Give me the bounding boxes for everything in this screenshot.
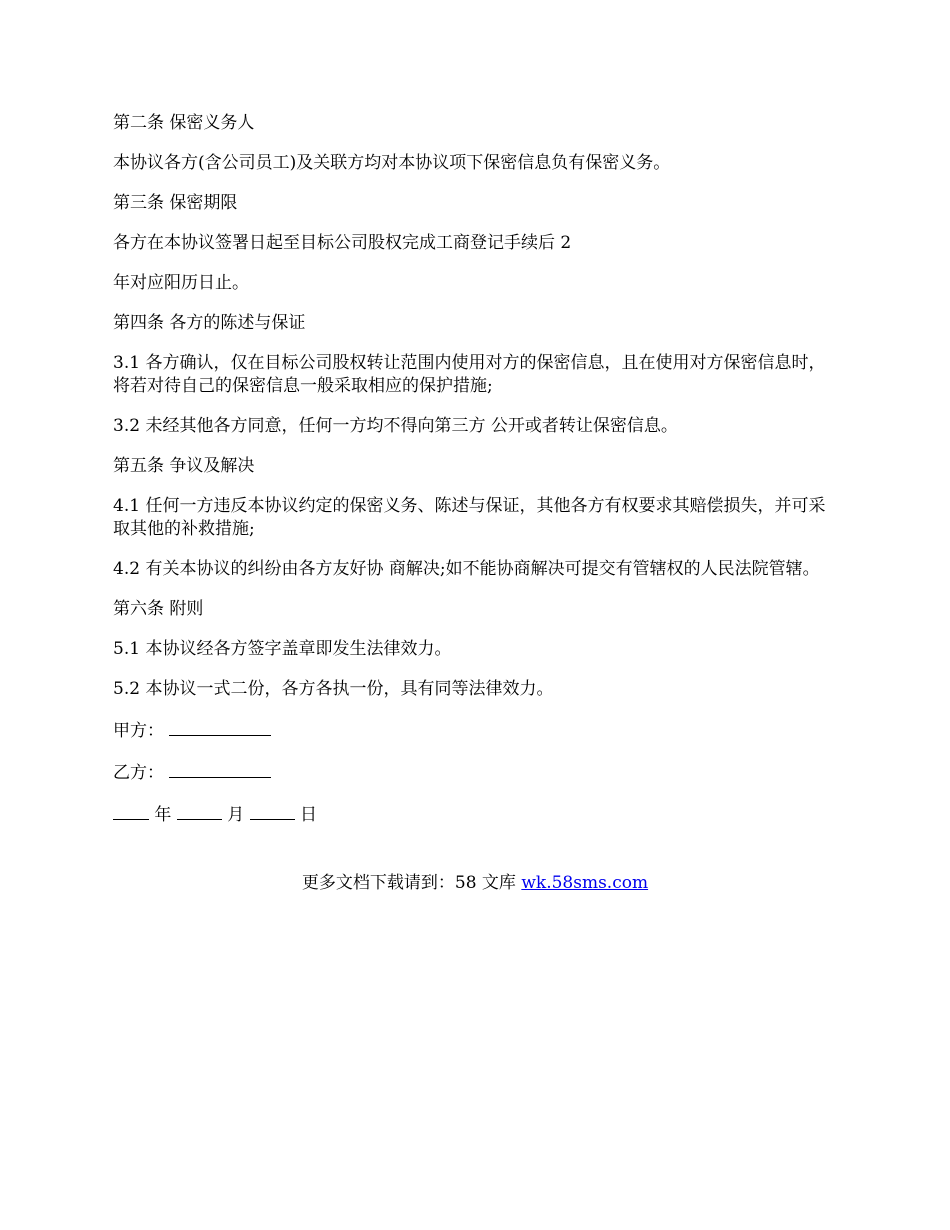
clause-3-1: 3.1 各方确认，仅在目标公司股权转让范围内使用对方的保密信息，且在使用对方保密信息时，将若对待自己的保密信息一般采取相应的保护措施;	[113, 353, 826, 396]
document-body	[113, 112, 835, 844]
paragraph-term-line-2: 年对应阳历日止。	[113, 273, 249, 293]
year-label: 年	[154, 805, 172, 825]
footer-text: 更多文档下载请到：58 文库	[301, 873, 522, 893]
party-a-signature-line	[113, 718, 835, 743]
paragraph-term-line-1: 各方在本协议签署日起至目标公司股权完成工商登记手续后 2	[113, 233, 572, 253]
month-label: 月	[227, 805, 245, 825]
party-a-blank	[169, 718, 271, 736]
clause-4-1: 4.1 任何一方违反本协议约定的保密义务、陈述与保证，其他各方有权要求其赔偿损失，并可采取其他的补救措施;	[113, 496, 826, 539]
party-b-blank	[169, 760, 271, 778]
day-blank	[250, 802, 295, 820]
clause-4-2: 4.2 有关本协议的纠纷由各方友好协 商解决;如不能协商解决可提交有管辖权的人民法院管辖。	[113, 559, 820, 579]
clause-3-2: 3.2 未经其他各方同意，任何一方均不得向第三方 公开或者转让保密信息。	[113, 416, 678, 436]
footer	[0, 872, 950, 895]
section-heading-article-4: 第四条 各方的陈述与保证	[113, 313, 306, 333]
clause-5-2: 5.2 本协议一式二份，各方各执一份，具有同等法律效力。	[113, 679, 554, 699]
party-b-signature-line	[113, 760, 835, 785]
month-blank	[177, 802, 222, 820]
day-label: 日	[300, 805, 318, 825]
year-blank	[113, 802, 149, 820]
party-a-label: 甲方：	[113, 721, 164, 741]
section-heading-article-3: 第三条 保密期限	[113, 193, 238, 213]
date-line	[113, 802, 835, 827]
section-heading-article-5: 第五条 争议及解决	[113, 456, 255, 476]
party-b-label: 乙方：	[113, 763, 164, 783]
paragraph-confidentiality-obligors: 本协议各方(含公司员工)及关联方均对本协议项下保密信息负有保密义务。	[113, 153, 671, 173]
footer-link[interactable]: wk.58sms.com	[521, 873, 649, 893]
section-heading-article-6: 第六条 附则	[113, 599, 204, 619]
clause-5-1: 5.1 本协议经各方签字盖章即发生法律效力。	[113, 639, 452, 659]
section-heading-article-2: 第二条 保密义务人	[113, 113, 255, 133]
